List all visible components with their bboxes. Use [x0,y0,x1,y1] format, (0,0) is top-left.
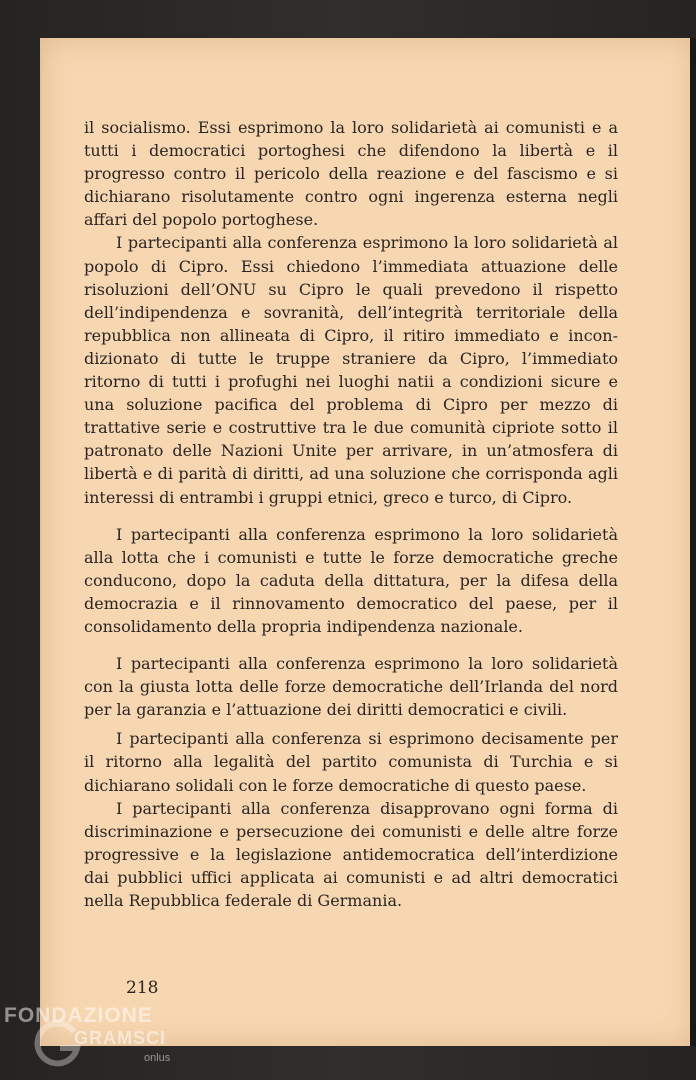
paragraph-6: I partecipanti alla conferenza disapprovano ogni forma di discriminazione e persecuzione dei comunisti e delle altre forze progressive e la legislazione antidemocratica dell’interdizione dai pubblici uffici applicata ai comunisti e ad altri democratici nella Repubblica federale di Germania. [84,798,618,910]
watermark-line2: GRAMSCI [74,1028,166,1048]
fondazione-gramsci-watermark [2,1000,202,1080]
paragraph-3: I partecipanti alla conferenza esprimono la loro solidarietà alla lotta che i comunisti e tutte le forze democratiche greche conducono, dopo la caduta della dittatura, per la difesa della democrazia e il rinnovamento democratico del paese, per il consolidamento della propria indipendenza nazionale. [84,524,618,636]
paragraph-5: I partecipanti alla conferenza si esprimono decisamente per il ritorno alla legalità del partito comunista di Turchia e si dichiarano solidali con le forze democratiche di questo paese. [84,729,618,795]
watermark-onlus: onlus [144,1052,171,1064]
paragraph-1: il socialismo. Essi esprimono la loro solidarietà ai comunisti e a tutti i democratici portoghesi che difendono la libertà e il progresso contro il pericolo della reazione e del fascismo e si dichiarano risolutamente contro ogni ingerenza esterna negli affari del popolo portoghese. [84,118,618,230]
paragraph-2: I partecipanti alla conferenza esprimono la loro solidarietà al popolo di Cipro. Essi chiedono l’immediata attuazione delle risoluzioni dell’ONU su Cipro le quali prevedono il rispetto dell’indipendenza e sovranità, dell’integrità territoriale della repubblica non allineata di Cipro, il ritiro immediato e incondizionato di tutte le truppe straniere da Cipro, l’immediato ritorno di tutti i profughi nei luoghi natii a condizioni sicure e una soluzione pacifica del problema di Cipro per mezzo di trattative serie e costruttive tra le due comunità cipriote sotto il patronato delle Nazioni Unite per arrivare, in un’atmosfera di libertà e di parità di diritti, ad una soluzione che corrisponda agli interessi di entrambi i gruppi etnici, greco e turco, di Cipro. [84,233,618,507]
page-edge-shadow [690,38,696,1046]
page-number: 218 [126,978,159,998]
paragraph-4: I partecipanti alla conferenza esprimono la loro solidarietà con la giusta lotta delle forze democratiche dell’Irlanda del nord per la garanzia e l’attuazione dei diritti democratici e civili. [84,654,618,720]
body-text [84,116,618,912]
watermark-line1: FONDAZIONE [4,1004,153,1027]
